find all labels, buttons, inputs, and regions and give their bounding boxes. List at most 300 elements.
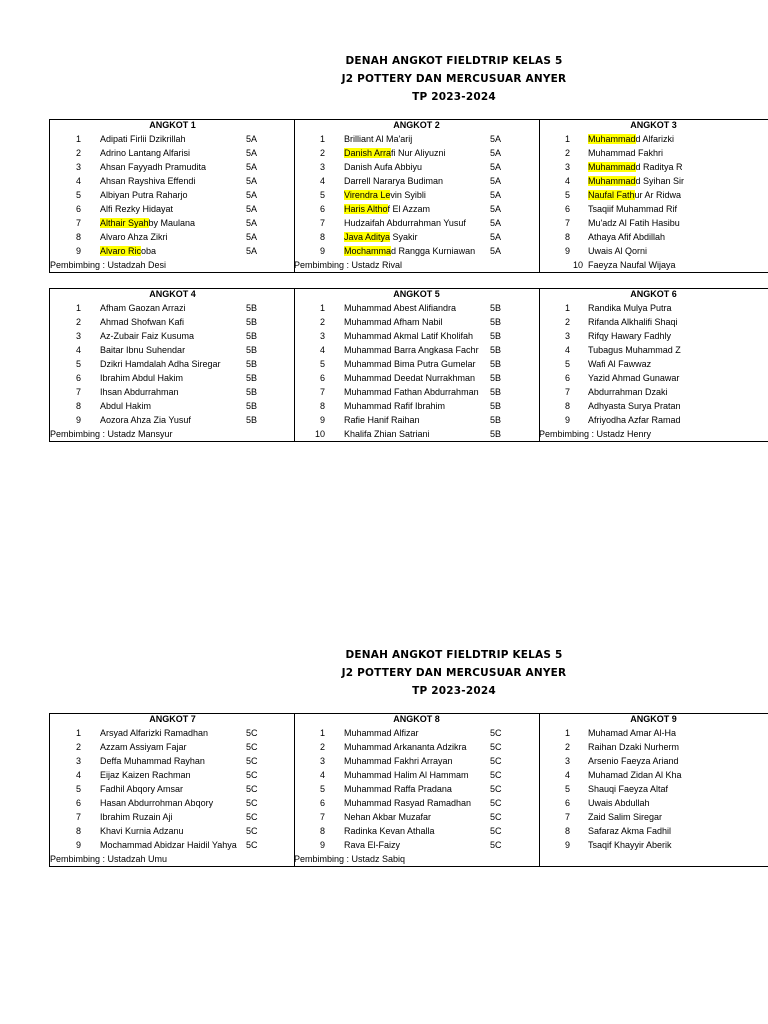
student-name <box>588 810 768 824</box>
list-item <box>294 146 539 160</box>
class-code: 5A <box>246 232 258 242</box>
name-text: Tsaqiif Muhammad Rif <box>588 204 678 214</box>
name-text: fi Nur Aliyuzni <box>391 148 446 158</box>
name-text: Zaid Salim Siregar <box>588 812 663 822</box>
name-text: Wafi Al Fawwaz <box>588 359 652 369</box>
name-text: Radinka Kevan Athalla <box>344 826 435 836</box>
class-code: 5B <box>246 373 258 383</box>
list-item <box>50 838 295 852</box>
name-text: Ahsan Rayshiva Effendi <box>100 176 196 186</box>
list-item <box>50 371 295 385</box>
row-number: 2 <box>564 742 570 752</box>
student-name <box>588 413 768 427</box>
list-item <box>294 740 539 754</box>
student-name <box>588 174 768 188</box>
student-name <box>344 740 496 754</box>
name-text: Nehan Akbar Muzafar <box>344 812 432 822</box>
list-item <box>294 371 539 385</box>
class-code: 5C <box>490 728 502 738</box>
class-code: 5B <box>490 331 502 341</box>
name-text: Muhammad Barra Angkasa Fachr <box>344 345 479 355</box>
student-name <box>344 244 496 258</box>
name-text: Muhamad Amar Al-Ha <box>588 728 677 738</box>
list-item <box>539 343 768 357</box>
student-name <box>344 427 496 441</box>
student-name <box>344 768 496 782</box>
name-text: Randika Mulya Putra <box>588 303 672 313</box>
list-item <box>294 188 539 202</box>
list-item <box>50 399 295 413</box>
page-title-line: J2 POTTERY DAN MERCUSUAR ANYER <box>341 667 567 679</box>
name-text: Muhammad Fakhri Arrayan <box>344 756 453 766</box>
row-number: 1 <box>75 728 81 738</box>
list-item <box>294 202 539 216</box>
list-item <box>50 740 295 754</box>
angkot-title: ANGKOT 6 <box>630 289 677 299</box>
student-name <box>344 132 496 146</box>
class-code: 5C <box>490 826 502 836</box>
name-text: Abdul Hakim <box>100 401 152 411</box>
name-text: Muhammad Deedat Nurrakhman <box>344 373 476 383</box>
list-item <box>539 399 768 413</box>
student-name <box>588 357 768 371</box>
name-text: vin Syibli <box>390 190 426 200</box>
class-code: 5A <box>246 134 258 144</box>
student-name <box>344 810 496 824</box>
page-title-line: DENAH ANGKOT FIELDTRIP KELAS 5 <box>345 55 563 67</box>
row-number: 6 <box>75 204 81 214</box>
name-text: Dzikri Hamdalah Adha Siregar <box>100 359 221 369</box>
name-text: Arsenio Faeyza Ariand <box>588 756 679 766</box>
class-code: 5B <box>490 429 502 439</box>
student-name <box>344 782 496 796</box>
row-number: 8 <box>75 232 81 242</box>
student-name <box>344 754 496 768</box>
table-bottom-border <box>50 272 295 273</box>
class-code: 5A <box>490 204 502 214</box>
name-text: Hudzaifah Abdurrahman Yusuf <box>344 218 466 228</box>
student-name <box>588 754 768 768</box>
class-code: 5B <box>490 401 502 411</box>
name-text: Deffa Muhammad Rayhan <box>100 756 205 766</box>
row-number: 3 <box>75 756 81 766</box>
name-text: Muhammad Halim Al Hammam <box>344 770 469 780</box>
row-number: 8 <box>564 401 570 411</box>
list-item <box>50 726 295 740</box>
row-number: 6 <box>75 373 81 383</box>
name-text: Raihan Dzaki Nurherm <box>588 742 680 752</box>
list-item <box>50 188 295 202</box>
class-code: 5C <box>246 770 258 780</box>
class-code: 5C <box>490 798 502 808</box>
angkot-title: ANGKOT 2 <box>393 120 440 130</box>
highlighted-name-part: Naufal Fath <box>588 190 635 200</box>
angkot-table <box>539 119 768 273</box>
row-number: 6 <box>564 798 570 808</box>
list-item <box>539 258 768 272</box>
student-name <box>100 188 252 202</box>
name-text: Adipati Firlii Dzikrillah <box>100 134 186 144</box>
row-number: 6 <box>564 373 570 383</box>
row-number: 6 <box>75 798 81 808</box>
student-name <box>588 782 768 796</box>
table-bottom-border <box>539 272 768 273</box>
name-text: Ibrahim Ruzain Aji <box>100 812 173 822</box>
row-number: 4 <box>319 345 325 355</box>
highlighted-name-part: Danish Arra <box>344 148 392 158</box>
name-text: Muhammad Alfizar <box>344 728 419 738</box>
student-name <box>344 726 496 740</box>
row-number: 7 <box>319 387 325 397</box>
highlighted-name-part: Java Aditya <box>344 232 391 242</box>
list-item <box>539 385 768 399</box>
page-title-line: DENAH ANGKOT FIELDTRIP KELAS 5 <box>345 649 563 661</box>
row-number: 1 <box>75 134 81 144</box>
class-code: 5C <box>246 840 258 850</box>
class-code: 5B <box>246 387 258 397</box>
list-item <box>539 230 768 244</box>
name-text: Muhammad Fathan Abdurrahman <box>344 387 479 397</box>
list-item <box>539 202 768 216</box>
list-item <box>294 838 539 852</box>
list-item <box>539 132 768 146</box>
row-number: 7 <box>75 812 81 822</box>
list-item <box>294 216 539 230</box>
name-text: d Raditya R <box>635 162 683 172</box>
list-item <box>294 329 539 343</box>
name-text: Muhammad Afham Nabil <box>344 317 443 327</box>
list-item <box>539 782 768 796</box>
student-name <box>100 754 252 768</box>
student-name <box>100 371 252 385</box>
name-text: Syakir <box>390 232 418 242</box>
row-number: 2 <box>564 317 570 327</box>
list-item <box>50 230 295 244</box>
list-item <box>294 782 539 796</box>
list-item <box>50 824 295 838</box>
list-item <box>539 357 768 371</box>
list-item <box>50 301 295 315</box>
student-name <box>344 796 496 810</box>
row-number: 2 <box>75 148 81 158</box>
student-name <box>588 399 768 413</box>
supervisor-label: Pembimbing : Ustadz Rival <box>294 260 403 270</box>
name-text: Khavi Kurnia Adzanu <box>100 826 184 836</box>
row-number: 6 <box>319 373 325 383</box>
name-text: Mochammad Abidzar Haidil Yahya <box>100 840 237 850</box>
class-code: 5B <box>246 331 258 341</box>
list-item <box>50 385 295 399</box>
row-number: 1 <box>564 303 570 313</box>
row-number: 7 <box>564 218 570 228</box>
list-item <box>539 174 768 188</box>
row-number: 7 <box>75 387 81 397</box>
row-number: 5 <box>564 359 570 369</box>
row-number: 9 <box>75 246 81 256</box>
list-item <box>539 754 768 768</box>
name-text: d Syihan Sir <box>635 176 685 186</box>
name-text: Muhamad Zidan Al Kha <box>588 770 682 780</box>
row-number: 1 <box>319 728 325 738</box>
angkot-title: ANGKOT 5 <box>393 289 440 299</box>
list-item <box>539 371 768 385</box>
name-text: Muhammad Akmal Latif Kholifah <box>344 331 474 341</box>
class-code: 5C <box>490 742 502 752</box>
class-code: 5B <box>490 387 502 397</box>
name-text: Tsaqif Khayyir Aberik <box>588 840 672 850</box>
name-text: Rifanda Alkhalifi Shaqi <box>588 317 678 327</box>
student-name <box>100 740 252 754</box>
row-number: 8 <box>75 826 81 836</box>
name-text: Athaya Afif Abdillah <box>588 232 666 242</box>
angkot-table <box>539 288 768 442</box>
angkot-title: ANGKOT 1 <box>149 120 196 130</box>
highlighted-name-part: Mochamma <box>344 246 392 256</box>
page-title-line: TP 2023-2024 <box>412 91 496 103</box>
list-item <box>50 132 295 146</box>
class-code: 5B <box>490 345 502 355</box>
list-item <box>539 244 768 258</box>
list-item <box>539 796 768 810</box>
supervisor-label: Pembimbing : Ustadz Sabiq <box>294 854 406 864</box>
student-name <box>344 146 496 160</box>
student-name <box>344 385 496 399</box>
name-text: Safaraz Akma Fadhil <box>588 826 672 836</box>
row-number: 5 <box>564 190 570 200</box>
class-code: 5B <box>490 415 502 425</box>
class-code: 5A <box>490 232 502 242</box>
student-name <box>100 315 252 329</box>
list-item <box>294 357 539 371</box>
name-text: Ahmad Shofwan Kafi <box>100 317 185 327</box>
angkot-table <box>294 119 539 273</box>
angkot-table <box>49 119 295 273</box>
class-code: 5A <box>246 246 258 256</box>
name-text: by Maulana <box>148 218 196 228</box>
row-number: 6 <box>564 204 570 214</box>
name-text: f El Azzam <box>387 204 431 214</box>
list-item <box>50 782 295 796</box>
class-code: 5A <box>246 148 258 158</box>
name-text: oba <box>141 246 157 256</box>
student-name <box>588 838 768 852</box>
student-name <box>100 329 252 343</box>
student-name <box>344 824 496 838</box>
list-item <box>50 329 295 343</box>
student-name <box>100 146 252 160</box>
row-number: 1 <box>319 303 325 313</box>
row-number: 4 <box>564 345 570 355</box>
row-number: 3 <box>319 756 325 766</box>
class-code: 5A <box>246 190 258 200</box>
list-item <box>294 754 539 768</box>
name-text: Brilliant Al Ma'arij <box>344 134 413 144</box>
row-number: 5 <box>319 359 325 369</box>
class-code: 5B <box>490 317 502 327</box>
angkot-table <box>49 288 295 442</box>
student-name <box>100 385 252 399</box>
class-code: 5B <box>490 359 502 369</box>
student-name <box>344 202 496 216</box>
student-name <box>344 399 496 413</box>
class-code: 5A <box>246 176 258 186</box>
list-item <box>50 216 295 230</box>
row-number: 5 <box>564 784 570 794</box>
highlighted-name-part: Muhammad <box>588 162 636 172</box>
name-text: Albiyan Putra Raharjo <box>100 190 188 200</box>
class-code: 5A <box>490 176 502 186</box>
student-name <box>344 371 496 385</box>
name-text: Alvaro Ahza Zikri <box>100 232 168 242</box>
row-number: 9 <box>75 840 81 850</box>
class-code: 5B <box>490 373 502 383</box>
row-number: 1 <box>564 134 570 144</box>
angkot-title: ANGKOT 7 <box>149 714 196 724</box>
student-name <box>100 174 252 188</box>
student-name <box>100 160 252 174</box>
row-number: 10 <box>572 260 583 270</box>
row-number: 7 <box>319 218 325 228</box>
student-name <box>344 160 496 174</box>
list-item <box>294 160 539 174</box>
name-text: Muhammad Arkananta Adzikra <box>344 742 467 752</box>
name-text: Darrell Nararya Budiman <box>344 176 444 186</box>
student-name <box>344 188 496 202</box>
supervisor-label: Pembimbing : Ustadz Henry <box>539 429 652 439</box>
student-name <box>100 726 252 740</box>
angkot-title: ANGKOT 8 <box>393 714 440 724</box>
list-item <box>539 740 768 754</box>
name-text: Baitar Ibnu Suhendar <box>100 345 186 355</box>
list-item <box>294 230 539 244</box>
list-item <box>294 413 539 427</box>
name-text: Muhammad Abest Alifiandra <box>344 303 457 313</box>
student-name <box>344 329 496 343</box>
name-text: Adrino Lantang Alfarisi <box>100 148 191 158</box>
student-name <box>588 824 768 838</box>
row-number: 9 <box>75 415 81 425</box>
class-code: 5B <box>246 303 258 313</box>
student-name <box>588 216 768 230</box>
list-item <box>539 726 768 740</box>
student-name <box>100 768 252 782</box>
name-text: Muhammad Raffa Pradana <box>344 784 452 794</box>
name-text: Fadhil Abqory Amsar <box>100 784 184 794</box>
angkot-title: ANGKOT 4 <box>149 289 196 299</box>
name-text: Afriyodha Azfar Ramad <box>588 415 681 425</box>
student-name <box>100 824 252 838</box>
row-number: 4 <box>319 176 325 186</box>
student-name <box>588 146 768 160</box>
row-number: 8 <box>564 232 570 242</box>
list-item <box>294 174 539 188</box>
row-number: 4 <box>75 345 81 355</box>
row-number: 2 <box>564 148 570 158</box>
row-number: 6 <box>319 204 325 214</box>
student-name <box>344 315 496 329</box>
angkot-title: ANGKOT 9 <box>630 714 677 724</box>
list-item <box>50 146 295 160</box>
name-text: Faeyza Naufal Wijaya <box>588 260 676 270</box>
class-code: 5B <box>490 303 502 313</box>
list-item <box>50 244 295 258</box>
row-number: 4 <box>75 176 81 186</box>
list-item <box>294 726 539 740</box>
list-item <box>294 132 539 146</box>
page-title-line: J2 POTTERY DAN MERCUSUAR ANYER <box>341 73 567 85</box>
student-name <box>588 329 768 343</box>
name-text: Yazid Ahmad Gunawar <box>588 373 680 383</box>
row-number: 5 <box>319 190 325 200</box>
class-code: 5C <box>490 784 502 794</box>
row-number: 9 <box>319 840 325 850</box>
row-number: 8 <box>319 401 325 411</box>
row-number: 1 <box>75 303 81 313</box>
list-item <box>539 824 768 838</box>
list-item <box>50 413 295 427</box>
name-text: Abdurrahman Dzaki <box>588 387 668 397</box>
list-item <box>294 427 539 441</box>
student-name <box>588 315 768 329</box>
student-name <box>100 413 252 427</box>
list-item <box>50 796 295 810</box>
name-text: Rafie Hanif Raihan <box>344 415 420 425</box>
class-code: 5C <box>490 770 502 780</box>
student-name <box>100 782 252 796</box>
student-name <box>344 216 496 230</box>
class-code: 5C <box>246 812 258 822</box>
name-text: Uwais Abdullah <box>588 798 650 808</box>
row-number: 2 <box>75 742 81 752</box>
row-number: 5 <box>319 784 325 794</box>
row-number: 8 <box>319 826 325 836</box>
supervisor-label: Pembimbing : Ustadzah Desi <box>50 260 167 270</box>
list-item <box>50 202 295 216</box>
student-name <box>100 838 252 852</box>
name-text: Arsyad Alfarizki Ramadhan <box>100 728 209 738</box>
list-item <box>294 244 539 258</box>
name-text: Az-Zubair Faiz Kusuma <box>100 331 195 341</box>
name-text: Muhammad Fakhri <box>588 148 664 158</box>
name-text: d Rangga Kurniawan <box>391 246 476 256</box>
name-text: Ibrahim Abdul Hakim <box>100 373 184 383</box>
list-item <box>294 385 539 399</box>
list-item <box>294 796 539 810</box>
class-code: 5C <box>490 812 502 822</box>
list-item <box>50 810 295 824</box>
name-text: Rava El-Faizy <box>344 840 401 850</box>
row-number: 3 <box>564 162 570 172</box>
student-name <box>588 188 768 202</box>
row-number: 3 <box>564 331 570 341</box>
row-number: 9 <box>564 840 570 850</box>
name-text: Afham Gaozan Arrazi <box>100 303 186 313</box>
class-code: 5B <box>246 415 258 425</box>
page-title-line: TP 2023-2024 <box>412 685 496 697</box>
row-number: 7 <box>75 218 81 228</box>
row-number: 9 <box>564 246 570 256</box>
student-name <box>100 244 252 258</box>
supervisor-label: Pembimbing : Ustadz Mansyur <box>50 429 173 439</box>
list-item <box>539 329 768 343</box>
class-code: 5C <box>246 742 258 752</box>
list-item <box>539 160 768 174</box>
name-text: Azzam Assiyam Fajar <box>100 742 187 752</box>
list-item <box>50 174 295 188</box>
name-text: Adhyasta Surya Pratan <box>588 401 681 411</box>
name-text: Eijaz Kaizen Rachman <box>100 770 191 780</box>
row-number: 9 <box>564 415 570 425</box>
